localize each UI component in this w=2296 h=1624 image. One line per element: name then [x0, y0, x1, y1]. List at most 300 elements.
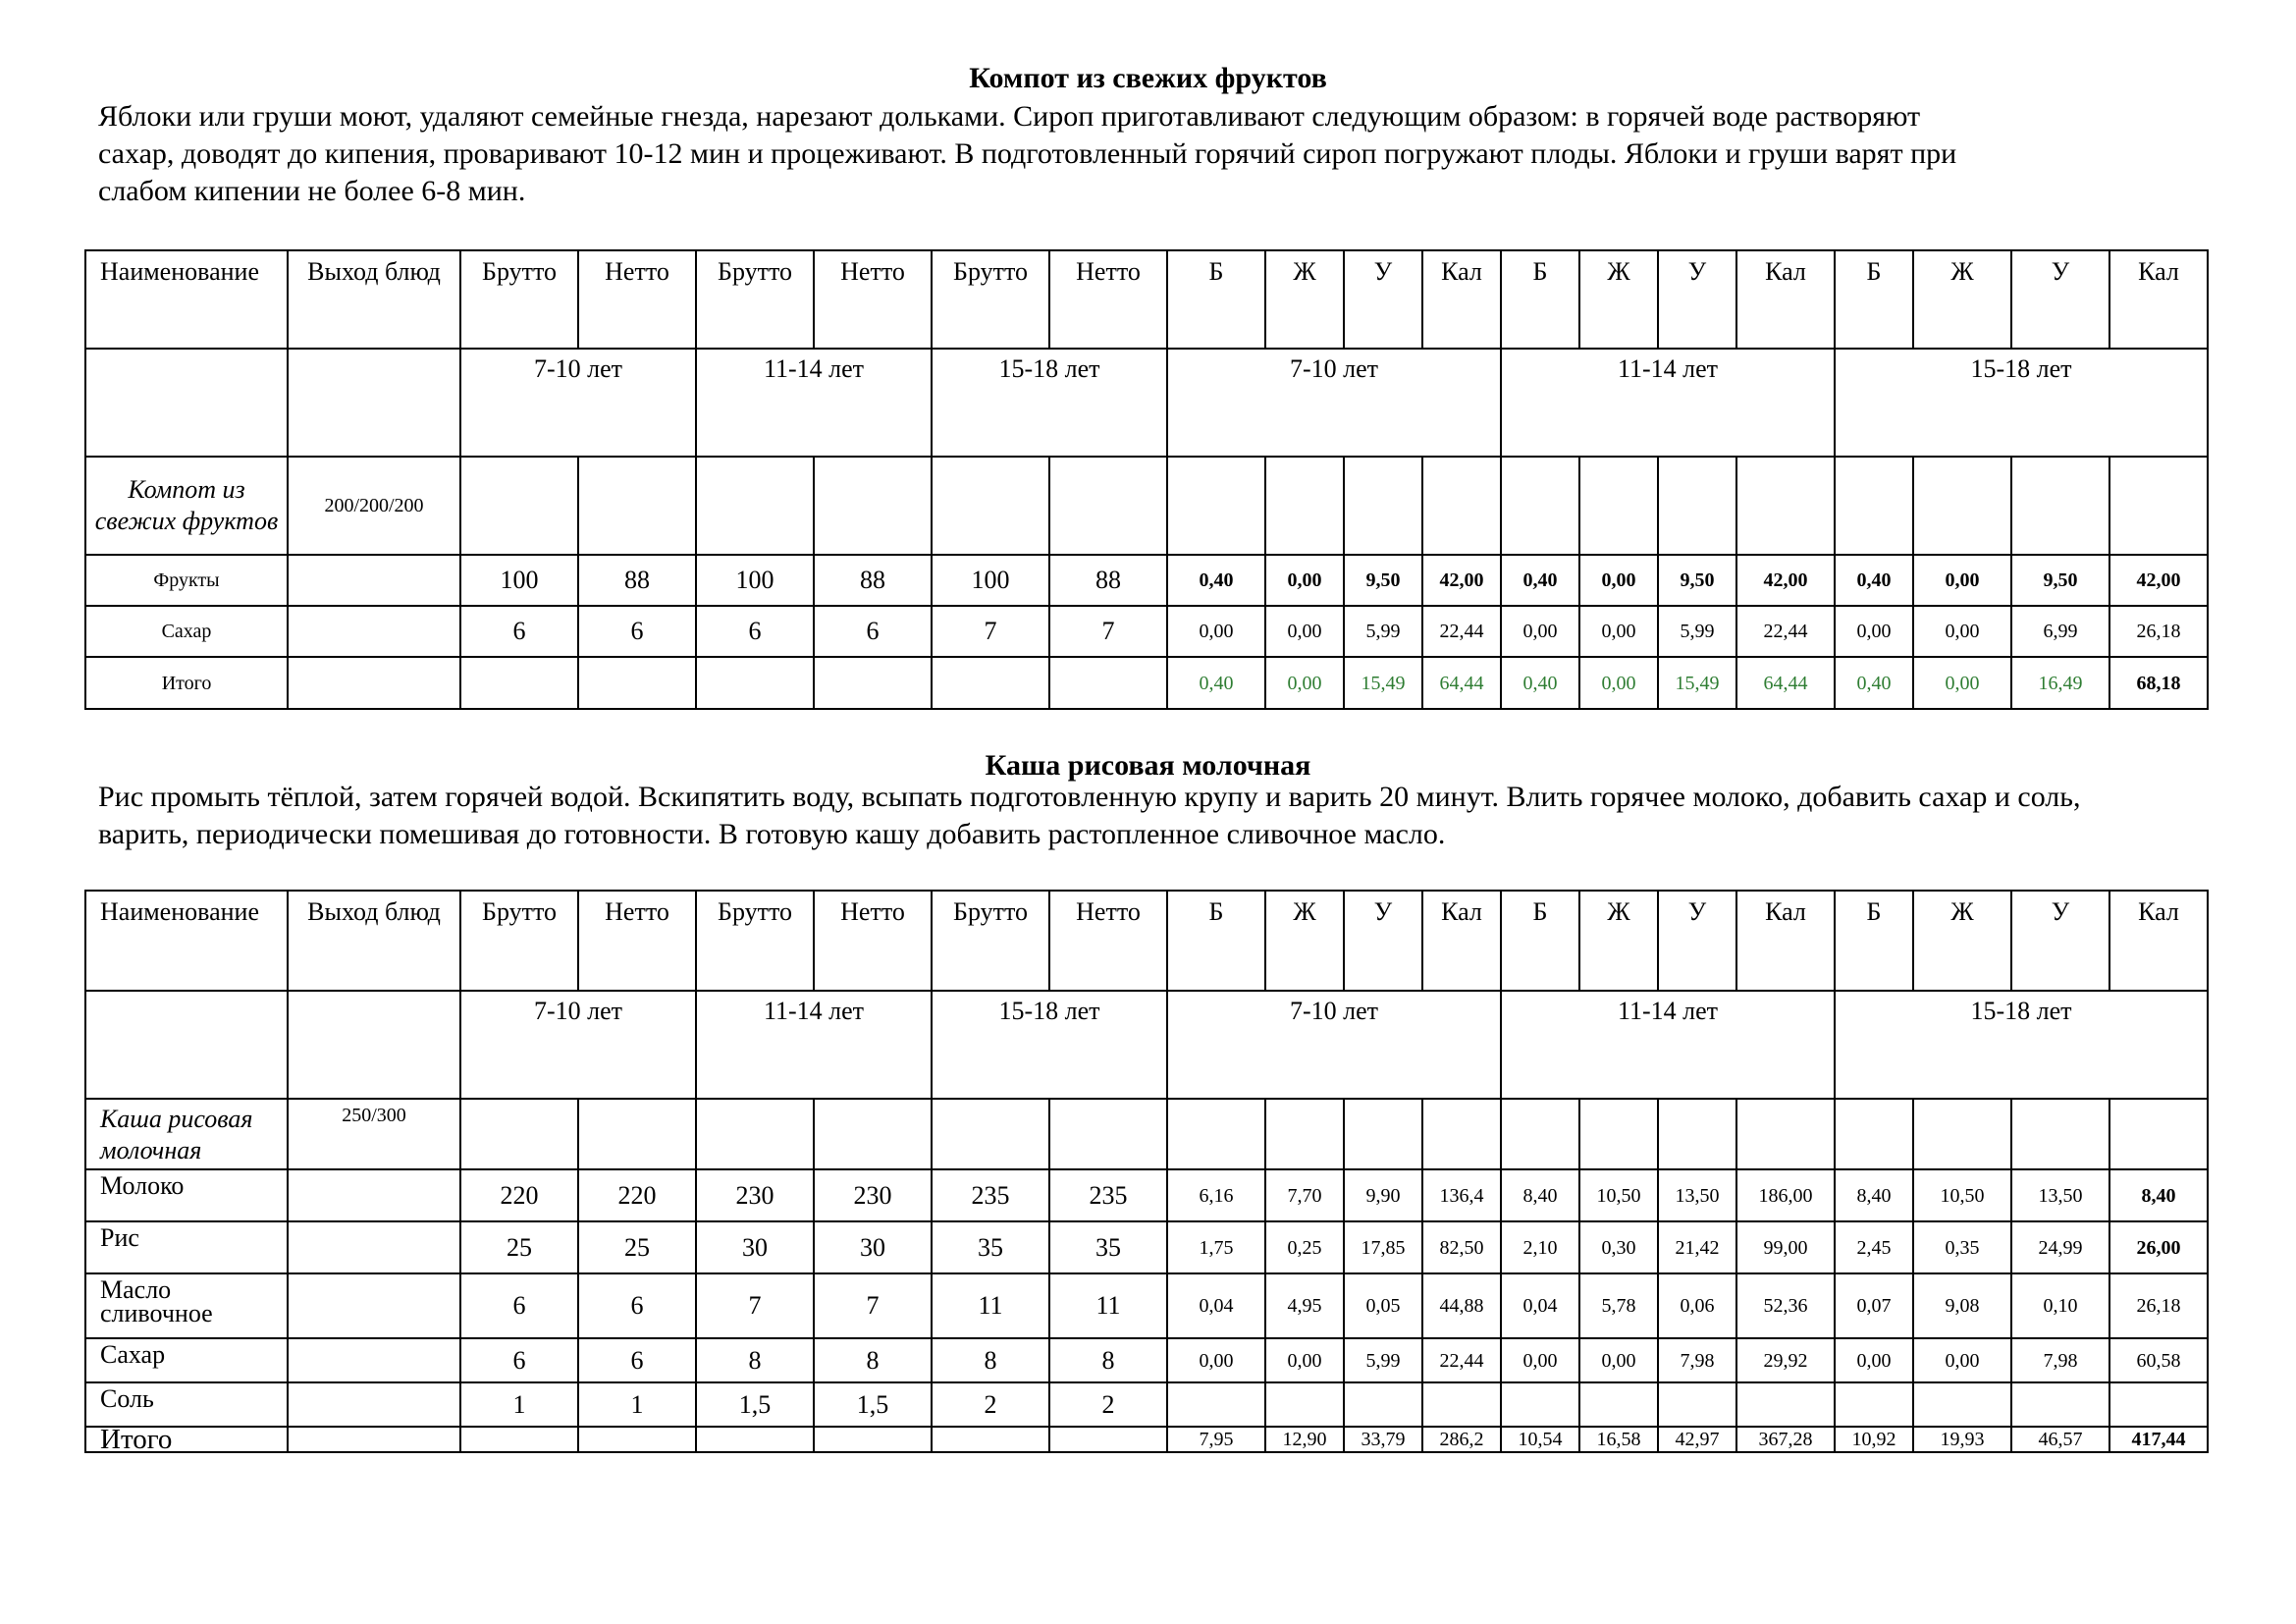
nutrition-cell: 0,00: [1265, 1338, 1344, 1382]
empty-cell: [1835, 457, 1913, 555]
empty-cell: [288, 1169, 460, 1221]
nutrition-cell: 6,99: [2011, 606, 2109, 657]
nutrition-cell: 0,00: [1835, 606, 1913, 657]
ingredient-name: Сахар: [85, 1338, 288, 1382]
ingredient-name: Сахар: [85, 606, 288, 657]
nutrition-cell: 0,00: [1167, 1338, 1265, 1382]
col-header: Брутто: [696, 250, 814, 349]
empty-cell: [288, 1221, 460, 1273]
nutrition-cell: [2011, 1382, 2109, 1427]
weight-cell: 8: [696, 1338, 814, 1382]
empty-cell: [288, 606, 460, 657]
total-cell: 68,18: [2109, 657, 2208, 709]
weight-cell: 6: [460, 1338, 578, 1382]
age-group-label: 11-14 лет: [696, 991, 932, 1099]
weight-cell: 6: [578, 1273, 696, 1338]
age-group-label: 11-14 лет: [696, 349, 932, 457]
nutrition-table: [84, 890, 2209, 1453]
nutrition-cell: 5,99: [1658, 606, 1736, 657]
empty-cell: [288, 555, 460, 606]
ingredient-row: [85, 555, 2208, 606]
nutrition-cell: 22,44: [1422, 606, 1501, 657]
empty-cell: [288, 657, 460, 709]
text-line: Рис промыть тёплой, затем горячей водой. Вскипятить воду, всыпать подготовленную крупу и варить 20 минут. Влить горячее молоко, добавить сахар и соль,: [98, 781, 2081, 813]
recipe-description: [98, 779, 2238, 853]
col-header: У: [2011, 250, 2109, 349]
empty-cell: [1913, 457, 2011, 555]
nutrition-cell: 29,92: [1736, 1338, 1835, 1382]
weight-cell: 30: [696, 1221, 814, 1273]
col-header: Кал: [1736, 891, 1835, 991]
empty-cell: [2011, 457, 2109, 555]
col-header: Кал: [2109, 891, 2208, 991]
ingredient-row: [85, 606, 2208, 657]
col-header-name: Наименование: [85, 891, 288, 991]
ingredient-name: Фрукты: [85, 555, 288, 606]
age-group-label: 15-18 лет: [1835, 991, 2208, 1099]
age-group-label: 11-14 лет: [1501, 991, 1835, 1099]
nutrition-cell: 1,75: [1167, 1221, 1265, 1273]
total-cell: 15,49: [1658, 657, 1736, 709]
weight-cell: 2: [932, 1382, 1049, 1427]
empty-cell: [1265, 457, 1344, 555]
weight-cell: 35: [932, 1221, 1049, 1273]
ingredient-row: [85, 1382, 2208, 1427]
empty-cell: [1049, 657, 1167, 709]
empty-cell: [1422, 457, 1501, 555]
text-line: слабом кипении не более 6-8 мин.: [98, 175, 526, 207]
age-group-label: 7-10 лет: [460, 991, 696, 1099]
nutrition-cell: 0,00: [1265, 606, 1344, 657]
nutrition-cell: 24,99: [2011, 1221, 2109, 1273]
nutrition-cell: 186,00: [1736, 1169, 1835, 1221]
col-header-name: Наименование: [85, 250, 288, 349]
total-cell: 15,49: [1344, 657, 1422, 709]
weight-cell: 88: [1049, 555, 1167, 606]
nutrition-cell: [2109, 1382, 2208, 1427]
total-label: Итого: [85, 1427, 288, 1452]
nutrition-cell: 26,18: [2109, 606, 2208, 657]
nutrition-cell: 99,00: [1736, 1221, 1835, 1273]
nutrition-cell: 26,00: [2109, 1221, 2208, 1273]
empty-cell: [85, 991, 288, 1099]
col-header: Б: [1835, 250, 1913, 349]
empty-cell: [814, 1427, 932, 1452]
weight-cell: 2: [1049, 1382, 1167, 1427]
col-header: У: [1344, 891, 1422, 991]
total-cell: 42,97: [1658, 1427, 1736, 1452]
empty-cell: [1835, 1099, 1913, 1169]
ingredient-name: Молоко: [85, 1169, 288, 1221]
empty-cell: [1658, 457, 1736, 555]
empty-cell: [696, 1099, 814, 1169]
nutrition-cell: 8,40: [1501, 1169, 1579, 1221]
weight-cell: 230: [696, 1169, 814, 1221]
nutrition-cell: 26,18: [2109, 1273, 2208, 1338]
ingredient-row: [85, 1338, 2208, 1382]
nutrition-cell: 5,99: [1344, 1338, 1422, 1382]
empty-cell: [460, 657, 578, 709]
weight-cell: 8: [814, 1338, 932, 1382]
empty-cell: [814, 1099, 932, 1169]
weight-cell: 8: [932, 1338, 1049, 1382]
nutrition-cell: 44,88: [1422, 1273, 1501, 1338]
nutrition-cell: 7,98: [2011, 1338, 2109, 1382]
weight-cell: 6: [578, 1338, 696, 1382]
col-header: Кал: [2109, 250, 2208, 349]
nutrition-cell: 7,70: [1265, 1169, 1344, 1221]
weight-cell: 25: [578, 1221, 696, 1273]
total-cell: 10,54: [1501, 1427, 1579, 1452]
nutrition-cell: 5,78: [1579, 1273, 1658, 1338]
empty-cell: [1344, 457, 1422, 555]
text-line: Яблоки или груши моют, удаляют семейные гнезда, нарезают дольками. Сироп приготавливают следующим образом: в горячей воде растворяют: [98, 100, 1921, 133]
nutrition-cell: [1579, 1382, 1658, 1427]
col-header: Нетто: [578, 250, 696, 349]
nutrition-cell: 0,00: [1579, 1338, 1658, 1382]
weight-cell: 88: [578, 555, 696, 606]
nutrition-cell: 0,40: [1167, 555, 1265, 606]
nutrition-cell: 8,40: [1835, 1169, 1913, 1221]
empty-cell: [578, 1099, 696, 1169]
nutrition-cell: 0,10: [2011, 1273, 2109, 1338]
weight-cell: 11: [932, 1273, 1049, 1338]
weight-cell: 100: [696, 555, 814, 606]
nutrition-cell: 13,50: [2011, 1169, 2109, 1221]
empty-cell: [932, 657, 1049, 709]
nutrition-cell: 9,50: [2011, 555, 2109, 606]
weight-cell: 1: [460, 1382, 578, 1427]
empty-cell: [1422, 1099, 1501, 1169]
nutrition-cell: 52,36: [1736, 1273, 1835, 1338]
weight-cell: 1: [578, 1382, 696, 1427]
nutrition-cell: [1422, 1382, 1501, 1427]
total-cell: 46,57: [2011, 1427, 2109, 1452]
empty-cell: [288, 1427, 460, 1452]
recipe-title: Компот из свежих фруктов: [969, 62, 1327, 94]
empty-cell: [578, 457, 696, 555]
weight-cell: 30: [814, 1221, 932, 1273]
dish-output: 250/300: [288, 1099, 460, 1169]
nutrition-cell: 0,40: [1501, 555, 1579, 606]
col-header: Ж: [1579, 250, 1658, 349]
empty-cell: [1579, 457, 1658, 555]
nutrition-cell: 22,44: [1736, 606, 1835, 657]
col-header: Нетто: [1049, 250, 1167, 349]
age-group-label: 15-18 лет: [1835, 349, 2208, 457]
total-cell: 0,00: [1579, 657, 1658, 709]
nutrition-cell: 0,35: [1913, 1221, 2011, 1273]
nutrition-cell: 22,44: [1422, 1338, 1501, 1382]
empty-cell: [85, 349, 288, 457]
col-header: Брутто: [460, 891, 578, 991]
nutrition-cell: 0,00: [1501, 606, 1579, 657]
recipe-description: [98, 98, 2238, 210]
nutrition-cell: 0,00: [1913, 555, 2011, 606]
total-row: [85, 1427, 2208, 1452]
empty-cell: [288, 349, 460, 457]
nutrition-cell: 10,50: [1579, 1169, 1658, 1221]
nutrition-cell: 9,50: [1344, 555, 1422, 606]
weight-cell: 1,5: [696, 1382, 814, 1427]
weight-cell: 7: [1049, 606, 1167, 657]
empty-cell: [1658, 1099, 1736, 1169]
text-line: сахар, доводят до кипения, проваривают 10-12 мин и процеживают. В подготовленный горячий сироп погружают плоды. Яблоки и груши варят при: [98, 137, 1957, 170]
empty-cell: [696, 1427, 814, 1452]
empty-cell: [460, 1427, 578, 1452]
nutrition-cell: 9,08: [1913, 1273, 2011, 1338]
empty-cell: [578, 1427, 696, 1452]
text-line: варить, периодически помешивая до готовности. В готовую кашу добавить растопленное сливочное масло.: [98, 818, 1446, 850]
nutrition-cell: 0,00: [1913, 606, 2011, 657]
col-header: Ж: [1579, 891, 1658, 991]
weight-cell: 7: [696, 1273, 814, 1338]
empty-cell: [288, 1382, 460, 1427]
recipe-title: Каша рисовая молочная: [985, 749, 1311, 782]
empty-cell: [578, 657, 696, 709]
empty-cell: [1167, 457, 1265, 555]
nutrition-cell: 0,07: [1835, 1273, 1913, 1338]
total-cell: 10,92: [1835, 1427, 1913, 1452]
col-header: Б: [1167, 891, 1265, 991]
ingredient-name: Рис: [85, 1221, 288, 1273]
total-cell: 64,44: [1736, 657, 1835, 709]
weight-cell: 35: [1049, 1221, 1167, 1273]
empty-cell: [696, 457, 814, 555]
age-group-row: [85, 991, 2208, 1099]
nutrition-cell: 0,00: [1835, 1338, 1913, 1382]
dish-name: Компот из свежих фруктов: [85, 457, 288, 555]
col-header: У: [1658, 891, 1736, 991]
empty-cell: [2109, 457, 2208, 555]
total-cell: 286,2: [1422, 1427, 1501, 1452]
header-row: [85, 891, 2208, 991]
nutrition-cell: 4,95: [1265, 1273, 1344, 1338]
weight-cell: 11: [1049, 1273, 1167, 1338]
empty-cell: [1344, 1099, 1422, 1169]
weight-cell: 25: [460, 1221, 578, 1273]
nutrition-cell: [1658, 1382, 1736, 1427]
nutrition-cell: 0,00: [1167, 606, 1265, 657]
dish-output: 200/200/200: [288, 457, 460, 555]
total-cell: 0,40: [1167, 657, 1265, 709]
nutrition-cell: 8,40: [2109, 1169, 2208, 1221]
nutrition-cell: [1913, 1382, 2011, 1427]
empty-cell: [1913, 1099, 2011, 1169]
col-header: Брутто: [696, 891, 814, 991]
nutrition-cell: 13,50: [1658, 1169, 1736, 1221]
weight-cell: 230: [814, 1169, 932, 1221]
total-cell: 7,95: [1167, 1427, 1265, 1452]
col-header: Б: [1501, 891, 1579, 991]
empty-cell: [1049, 1427, 1167, 1452]
nutrition-cell: 42,00: [1422, 555, 1501, 606]
nutrition-cell: 21,42: [1658, 1221, 1736, 1273]
nutrition-cell: 0,00: [1913, 1338, 2011, 1382]
col-header: Нетто: [578, 891, 696, 991]
total-cell: 0,40: [1835, 657, 1913, 709]
nutrition-cell: 42,00: [2109, 555, 2208, 606]
empty-cell: [1736, 1099, 1835, 1169]
weight-cell: 220: [460, 1169, 578, 1221]
nutrition-cell: [1344, 1382, 1422, 1427]
nutrition-cell: [1835, 1382, 1913, 1427]
nutrition-cell: 5,99: [1344, 606, 1422, 657]
nutrition-cell: 136,4: [1422, 1169, 1501, 1221]
empty-cell: [1736, 457, 1835, 555]
empty-cell: [460, 1099, 578, 1169]
total-row: [85, 657, 2208, 709]
nutrition-cell: 0,00: [1579, 555, 1658, 606]
nutrition-cell: 60,58: [2109, 1338, 2208, 1382]
empty-cell: [2109, 1099, 2208, 1169]
ingredient-row: [85, 1273, 2208, 1338]
weight-cell: 220: [578, 1169, 696, 1221]
col-header: У: [1344, 250, 1422, 349]
ingredient-row: [85, 1169, 2208, 1221]
nutrition-cell: 0,06: [1658, 1273, 1736, 1338]
total-cell: 33,79: [1344, 1427, 1422, 1452]
nutrition-cell: 9,50: [1658, 555, 1736, 606]
total-cell: 16,49: [2011, 657, 2109, 709]
empty-cell: [2011, 1099, 2109, 1169]
empty-cell: [288, 991, 460, 1099]
total-cell: 19,93: [1913, 1427, 2011, 1452]
total-cell: 0,00: [1265, 657, 1344, 709]
empty-cell: [814, 657, 932, 709]
nutrition-cell: 2,45: [1835, 1221, 1913, 1273]
nutrition-cell: 82,50: [1422, 1221, 1501, 1273]
total-cell: 0,00: [1913, 657, 2011, 709]
col-header-output: Выход блюд: [288, 250, 460, 349]
col-header: Б: [1501, 250, 1579, 349]
dish-row: [85, 457, 2208, 555]
weight-cell: 88: [814, 555, 932, 606]
ingredient-row: [85, 1221, 2208, 1273]
nutrition-cell: 6,16: [1167, 1169, 1265, 1221]
age-group-label: 15-18 лет: [932, 349, 1167, 457]
empty-cell: [288, 1273, 460, 1338]
nutrition-cell: 42,00: [1736, 555, 1835, 606]
col-header: Кал: [1736, 250, 1835, 349]
nutrition-cell: 9,90: [1344, 1169, 1422, 1221]
col-header: У: [2011, 891, 2109, 991]
weight-cell: 6: [460, 1273, 578, 1338]
weight-cell: 8: [1049, 1338, 1167, 1382]
weight-cell: 1,5: [814, 1382, 932, 1427]
weight-cell: 100: [932, 555, 1049, 606]
dish-row: [85, 1099, 2208, 1169]
col-header: У: [1658, 250, 1736, 349]
nutrition-cell: 0,05: [1344, 1273, 1422, 1338]
age-group-label: 7-10 лет: [1167, 991, 1501, 1099]
empty-cell: [1049, 457, 1167, 555]
empty-cell: [1265, 1099, 1344, 1169]
col-header: Кал: [1422, 250, 1501, 349]
total-cell: 16,58: [1579, 1427, 1658, 1452]
nutrition-cell: [1265, 1382, 1344, 1427]
col-header: Ж: [1265, 250, 1344, 349]
nutrition-cell: 0,00: [1579, 606, 1658, 657]
empty-cell: [696, 657, 814, 709]
nutrition-cell: [1501, 1382, 1579, 1427]
empty-cell: [814, 457, 932, 555]
weight-cell: 100: [460, 555, 578, 606]
nutrition-table: [84, 249, 2209, 710]
empty-cell: [1501, 457, 1579, 555]
nutrition-cell: 0,00: [1265, 555, 1344, 606]
empty-cell: [1167, 1099, 1265, 1169]
weight-cell: 6: [578, 606, 696, 657]
col-header: Брутто: [932, 250, 1049, 349]
nutrition-cell: [1736, 1382, 1835, 1427]
col-header: Ж: [1913, 891, 2011, 991]
age-group-label: 11-14 лет: [1501, 349, 1835, 457]
age-group-row: [85, 349, 2208, 457]
nutrition-cell: 0,30: [1579, 1221, 1658, 1273]
dish-name: Каша рисовая молочная: [85, 1099, 288, 1169]
col-header: Нетто: [814, 891, 932, 991]
empty-cell: [1049, 1099, 1167, 1169]
weight-cell: 235: [1049, 1169, 1167, 1221]
total-label: Итого: [85, 657, 288, 709]
nutrition-cell: 0,00: [1501, 1338, 1579, 1382]
col-header: Ж: [1913, 250, 2011, 349]
col-header: Брутто: [932, 891, 1049, 991]
col-header: Б: [1167, 250, 1265, 349]
nutrition-cell: 0,25: [1265, 1221, 1344, 1273]
weight-cell: 6: [696, 606, 814, 657]
col-header: Нетто: [814, 250, 932, 349]
weight-cell: 6: [460, 606, 578, 657]
col-header-output: Выход блюд: [288, 891, 460, 991]
age-group-label: 15-18 лет: [932, 991, 1167, 1099]
col-header: Брутто: [460, 250, 578, 349]
col-header: Ж: [1265, 891, 1344, 991]
empty-cell: [460, 457, 578, 555]
total-cell: 417,44: [2109, 1427, 2208, 1452]
nutrition-cell: 17,85: [1344, 1221, 1422, 1273]
empty-cell: [932, 457, 1049, 555]
weight-cell: 6: [814, 606, 932, 657]
nutrition-cell: 10,50: [1913, 1169, 2011, 1221]
nutrition-cell: 0,40: [1835, 555, 1913, 606]
ingredient-name: Соль: [85, 1382, 288, 1427]
age-group-label: 7-10 лет: [460, 349, 696, 457]
weight-cell: 7: [814, 1273, 932, 1338]
age-group-label: 7-10 лет: [1167, 349, 1501, 457]
nutrition-cell: 2,10: [1501, 1221, 1579, 1273]
weight-cell: 7: [932, 606, 1049, 657]
weight-cell: 235: [932, 1169, 1049, 1221]
total-cell: 64,44: [1422, 657, 1501, 709]
empty-cell: [1501, 1099, 1579, 1169]
empty-cell: [932, 1099, 1049, 1169]
col-header: Кал: [1422, 891, 1501, 991]
nutrition-cell: [1167, 1382, 1265, 1427]
empty-cell: [1579, 1099, 1658, 1169]
empty-cell: [288, 1338, 460, 1382]
nutrition-cell: 7,98: [1658, 1338, 1736, 1382]
ingredient-name: Масло сливочное: [85, 1273, 288, 1338]
total-cell: 367,28: [1736, 1427, 1835, 1452]
header-row: [85, 250, 2208, 349]
col-header: Б: [1835, 891, 1913, 991]
empty-cell: [932, 1427, 1049, 1452]
total-cell: 12,90: [1265, 1427, 1344, 1452]
nutrition-cell: 0,04: [1167, 1273, 1265, 1338]
col-header: Нетто: [1049, 891, 1167, 991]
